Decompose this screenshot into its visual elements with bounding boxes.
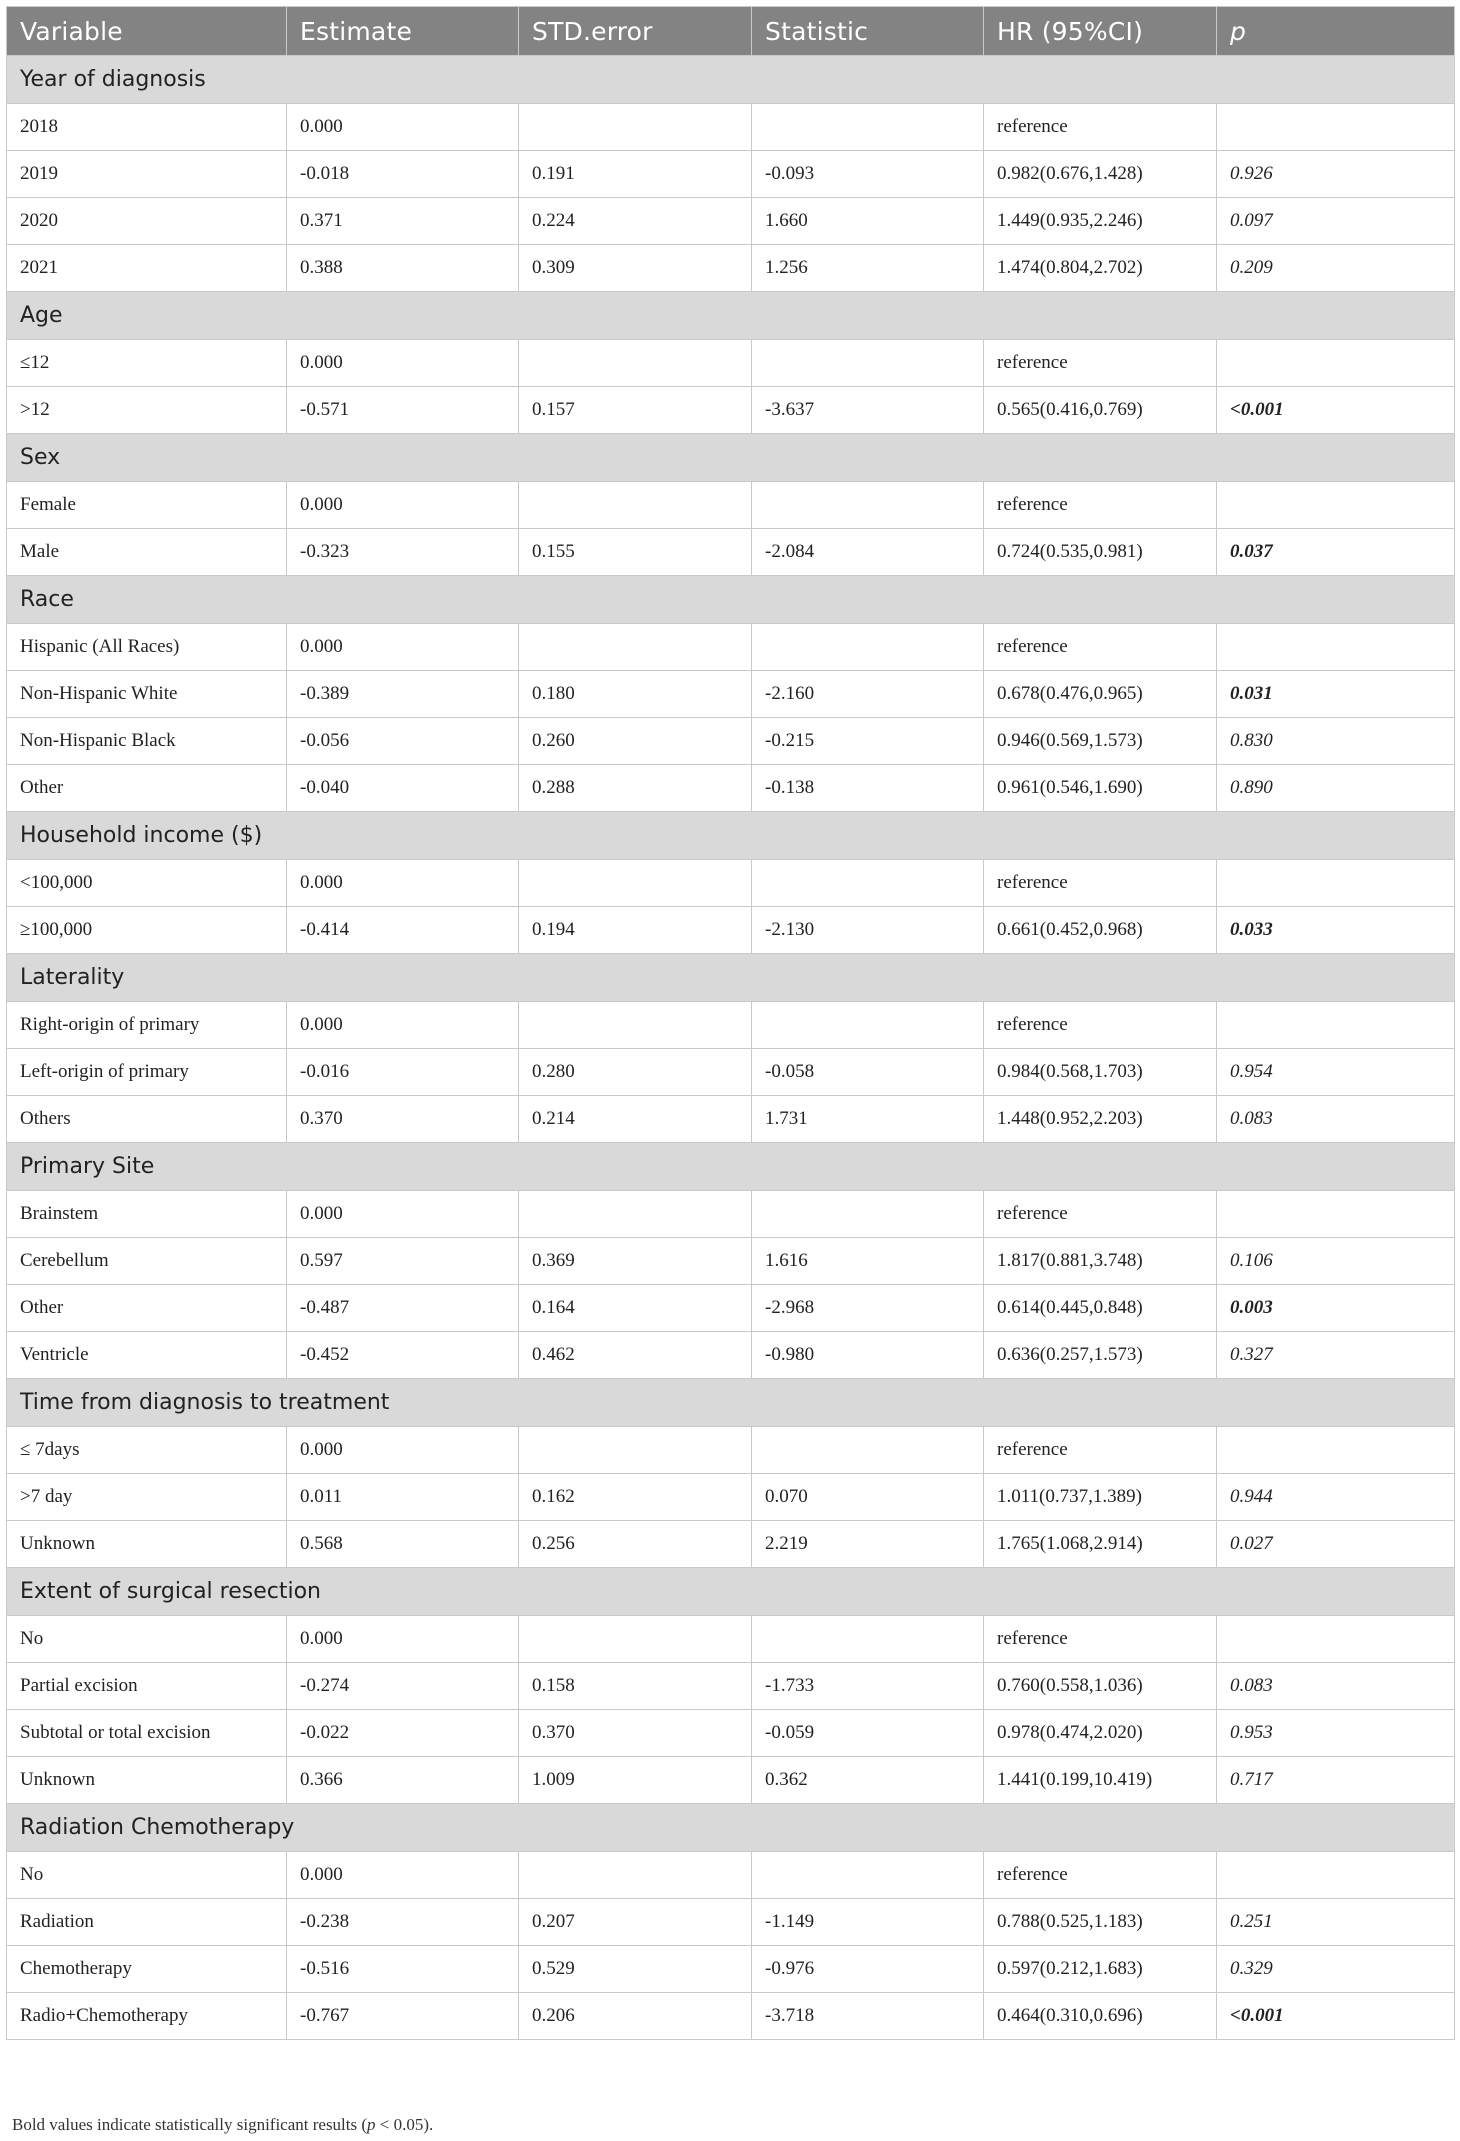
cell-statistic: -2.968: [752, 1285, 984, 1332]
cell-statistic: 0.070: [752, 1474, 984, 1521]
cell-hr-ci: 1.011(0.737,1.389): [984, 1474, 1217, 1521]
cell-hr-ci: 1.474(0.804,2.702): [984, 245, 1217, 292]
cell-hr-ci: reference: [984, 340, 1217, 387]
cell-statistic: -2.084: [752, 529, 984, 576]
group-title: Time from diagnosis to treatment: [7, 1379, 1455, 1427]
cell-hr-ci: 1.441(0.199,10.419): [984, 1757, 1217, 1804]
cell-std-error: [519, 104, 752, 151]
cell-std-error: 0.214: [519, 1096, 752, 1143]
cell-estimate: 0.568: [287, 1521, 519, 1568]
cell-hr-ci: reference: [984, 1616, 1217, 1663]
cell-estimate: -0.571: [287, 387, 519, 434]
cell-statistic: -0.059: [752, 1710, 984, 1757]
cell-hr-ci: reference: [984, 1852, 1217, 1899]
header-estimate: Estimate: [287, 7, 519, 56]
cell-estimate: -0.389: [287, 671, 519, 718]
cell-hr-ci: 0.614(0.445,0.848): [984, 1285, 1217, 1332]
group-title: Household income ($): [7, 812, 1455, 860]
group-header-row: [7, 1379, 1455, 1427]
cox-regression-table: [6, 6, 1455, 2040]
cell-variable: Non-Hispanic White: [7, 671, 287, 718]
cell-p-value: 0.953: [1217, 1710, 1455, 1757]
cell-estimate: -0.016: [287, 1049, 519, 1096]
cell-std-error: [519, 1852, 752, 1899]
cell-std-error: 0.158: [519, 1663, 752, 1710]
cell-variable: 2019: [7, 151, 287, 198]
group-header-row: [7, 812, 1455, 860]
cell-statistic: 2.219: [752, 1521, 984, 1568]
cell-hr-ci: 1.765(1.068,2.914): [984, 1521, 1217, 1568]
cell-hr-ci: 0.946(0.569,1.573): [984, 718, 1217, 765]
cell-variable: Radio+Chemotherapy: [7, 1993, 287, 2040]
cell-statistic: [752, 1002, 984, 1049]
cell-estimate: 0.597: [287, 1238, 519, 1285]
cell-hr-ci: 0.978(0.474,2.020): [984, 1710, 1217, 1757]
cell-variable: Ventricle: [7, 1332, 287, 1379]
table-row: [7, 1191, 1455, 1238]
group-title: Year of diagnosis: [7, 56, 1455, 104]
cell-statistic: -0.093: [752, 151, 984, 198]
table-row: [7, 1427, 1455, 1474]
cell-p-value: 0.027: [1217, 1521, 1455, 1568]
cell-statistic: -0.138: [752, 765, 984, 812]
cell-estimate: -0.238: [287, 1899, 519, 1946]
table-row: [7, 1710, 1455, 1757]
cell-estimate: -0.452: [287, 1332, 519, 1379]
cell-p-value: 0.031: [1217, 671, 1455, 718]
cell-std-error: 0.280: [519, 1049, 752, 1096]
cell-estimate: 0.000: [287, 340, 519, 387]
cell-std-error: [519, 1002, 752, 1049]
cell-std-error: 0.162: [519, 1474, 752, 1521]
table-row: [7, 387, 1455, 434]
cell-statistic: [752, 860, 984, 907]
cell-std-error: 0.224: [519, 198, 752, 245]
cell-statistic: 1.731: [752, 1096, 984, 1143]
group-title: Primary Site: [7, 1143, 1455, 1191]
cell-statistic: -0.215: [752, 718, 984, 765]
cell-estimate: 0.000: [287, 624, 519, 671]
cell-statistic: -3.637: [752, 387, 984, 434]
cell-statistic: -1.733: [752, 1663, 984, 1710]
cell-statistic: -3.718: [752, 1993, 984, 2040]
cell-p-value: <0.001: [1217, 387, 1455, 434]
table-row: [7, 1899, 1455, 1946]
cell-variable: No: [7, 1852, 287, 1899]
cell-hr-ci: 1.817(0.881,3.748): [984, 1238, 1217, 1285]
table-header: [7, 7, 1455, 56]
cell-estimate: 0.366: [287, 1757, 519, 1804]
cell-p-value: 0.954: [1217, 1049, 1455, 1096]
cell-p-value: 0.097: [1217, 198, 1455, 245]
table-row: [7, 1993, 1455, 2040]
cell-statistic: -0.980: [752, 1332, 984, 1379]
table-row: [7, 1332, 1455, 1379]
cell-hr-ci: reference: [984, 860, 1217, 907]
group-header-row: [7, 1143, 1455, 1191]
table-row: [7, 765, 1455, 812]
cell-statistic: [752, 624, 984, 671]
cell-hr-ci: reference: [984, 1427, 1217, 1474]
cell-statistic: [752, 482, 984, 529]
header-p-value: p: [1217, 7, 1455, 56]
table-row: [7, 1663, 1455, 1710]
cell-p-value: 0.106: [1217, 1238, 1455, 1285]
table-row: [7, 1616, 1455, 1663]
cell-estimate: 0.370: [287, 1096, 519, 1143]
cell-p-value: 0.083: [1217, 1096, 1455, 1143]
cell-std-error: 0.155: [519, 529, 752, 576]
cell-variable: Right-origin of primary: [7, 1002, 287, 1049]
cell-hr-ci: 0.464(0.310,0.696): [984, 1993, 1217, 2040]
cell-std-error: 0.370: [519, 1710, 752, 1757]
table-row: [7, 1096, 1455, 1143]
cell-p-value: [1217, 482, 1455, 529]
cell-variable: Radiation: [7, 1899, 287, 1946]
cell-hr-ci: reference: [984, 1191, 1217, 1238]
cell-std-error: 1.009: [519, 1757, 752, 1804]
cell-statistic: -1.149: [752, 1899, 984, 1946]
cell-p-value: [1217, 1191, 1455, 1238]
cell-std-error: [519, 1427, 752, 1474]
cell-estimate: -0.487: [287, 1285, 519, 1332]
cell-estimate: -0.274: [287, 1663, 519, 1710]
table-row: [7, 1757, 1455, 1804]
cell-std-error: 0.462: [519, 1332, 752, 1379]
cell-estimate: -0.767: [287, 1993, 519, 2040]
cell-variable: Unknown: [7, 1757, 287, 1804]
group-title: Laterality: [7, 954, 1455, 1002]
cell-statistic: [752, 1852, 984, 1899]
group-title: Extent of surgical resection: [7, 1568, 1455, 1616]
cell-estimate: -0.516: [287, 1946, 519, 1993]
cell-variable: ≤ 7days: [7, 1427, 287, 1474]
cell-hr-ci: 0.961(0.546,1.690): [984, 765, 1217, 812]
cell-estimate: 0.000: [287, 104, 519, 151]
cell-statistic: [752, 104, 984, 151]
group-title: Sex: [7, 434, 1455, 482]
cell-variable: 2018: [7, 104, 287, 151]
cell-p-value: 0.251: [1217, 1899, 1455, 1946]
cell-variable: Unknown: [7, 1521, 287, 1568]
cell-estimate: 0.000: [287, 1852, 519, 1899]
group-header-row: [7, 1568, 1455, 1616]
table-row: [7, 245, 1455, 292]
cell-variable: >12: [7, 387, 287, 434]
cell-estimate: 0.011: [287, 1474, 519, 1521]
cell-estimate: 0.000: [287, 482, 519, 529]
cell-variable: <100,000: [7, 860, 287, 907]
cell-estimate: 0.000: [287, 1191, 519, 1238]
cell-estimate: -0.056: [287, 718, 519, 765]
cell-std-error: 0.157: [519, 387, 752, 434]
table-row: [7, 860, 1455, 907]
cell-hr-ci: 0.984(0.568,1.703): [984, 1049, 1217, 1096]
cell-p-value: [1217, 1616, 1455, 1663]
cell-statistic: 1.660: [752, 198, 984, 245]
group-header-row: [7, 292, 1455, 340]
group-header-row: [7, 954, 1455, 1002]
header-std-error: STD.error: [519, 7, 752, 56]
cell-variable: Non-Hispanic Black: [7, 718, 287, 765]
cell-std-error: 0.164: [519, 1285, 752, 1332]
cell-variable: Other: [7, 765, 287, 812]
cell-statistic: 1.616: [752, 1238, 984, 1285]
cell-p-value: 0.327: [1217, 1332, 1455, 1379]
table-row: [7, 1521, 1455, 1568]
cell-hr-ci: 0.597(0.212,1.683): [984, 1946, 1217, 1993]
cell-p-value: [1217, 624, 1455, 671]
cell-p-value: [1217, 1002, 1455, 1049]
cell-std-error: 0.288: [519, 765, 752, 812]
group-title: Radiation Chemotherapy: [7, 1804, 1455, 1852]
cell-estimate: -0.018: [287, 151, 519, 198]
cell-p-value: 0.003: [1217, 1285, 1455, 1332]
table-row: [7, 340, 1455, 387]
cell-p-value: 0.830: [1217, 718, 1455, 765]
cell-statistic: 1.256: [752, 245, 984, 292]
cell-p-value: 0.033: [1217, 907, 1455, 954]
table-body: [7, 56, 1455, 2040]
cell-estimate: -0.323: [287, 529, 519, 576]
cell-std-error: [519, 1616, 752, 1663]
cell-p-value: 0.944: [1217, 1474, 1455, 1521]
footnote-suffix: < 0.05).: [375, 2115, 434, 2134]
cell-variable: Left-origin of primary: [7, 1049, 287, 1096]
header-row: [7, 7, 1455, 56]
cell-estimate: 0.000: [287, 1427, 519, 1474]
cell-estimate: 0.000: [287, 860, 519, 907]
table-row: [7, 1946, 1455, 1993]
cell-statistic: [752, 340, 984, 387]
cell-statistic: 0.362: [752, 1757, 984, 1804]
cell-p-value: [1217, 1427, 1455, 1474]
cell-statistic: [752, 1191, 984, 1238]
cell-hr-ci: 0.760(0.558,1.036): [984, 1663, 1217, 1710]
group-title: Age: [7, 292, 1455, 340]
cell-p-value: 0.083: [1217, 1663, 1455, 1710]
table-row: [7, 529, 1455, 576]
table-row: [7, 1002, 1455, 1049]
cell-variable: Female: [7, 482, 287, 529]
header-variable: Variable: [7, 7, 287, 56]
group-header-row: [7, 1804, 1455, 1852]
cell-estimate: -0.022: [287, 1710, 519, 1757]
cell-variable: No: [7, 1616, 287, 1663]
cell-hr-ci: 0.565(0.416,0.769): [984, 387, 1217, 434]
cell-statistic: [752, 1616, 984, 1663]
cell-hr-ci: 0.661(0.452,0.968): [984, 907, 1217, 954]
table-row: [7, 624, 1455, 671]
cell-hr-ci: 0.636(0.257,1.573): [984, 1332, 1217, 1379]
table-row: [7, 907, 1455, 954]
cell-hr-ci: 0.678(0.476,0.965): [984, 671, 1217, 718]
cell-statistic: -2.130: [752, 907, 984, 954]
cell-variable: >7 day: [7, 1474, 287, 1521]
cell-statistic: -0.976: [752, 1946, 984, 1993]
cell-hr-ci: 0.982(0.676,1.428): [984, 151, 1217, 198]
cell-p-value: 0.890: [1217, 765, 1455, 812]
cell-std-error: [519, 1191, 752, 1238]
table-row: [7, 151, 1455, 198]
table-row: [7, 104, 1455, 151]
group-header-row: [7, 576, 1455, 624]
cell-estimate: -0.040: [287, 765, 519, 812]
cell-hr-ci: 0.724(0.535,0.981): [984, 529, 1217, 576]
cell-std-error: 0.256: [519, 1521, 752, 1568]
cell-variable: ≥100,000: [7, 907, 287, 954]
header-hr-ci: HR (95%CI): [984, 7, 1217, 56]
cell-hr-ci: reference: [984, 1002, 1217, 1049]
cell-std-error: 0.309: [519, 245, 752, 292]
table-footnote: [12, 2115, 433, 2135]
cell-std-error: 0.529: [519, 1946, 752, 1993]
cell-hr-ci: reference: [984, 482, 1217, 529]
cell-variable: Brainstem: [7, 1191, 287, 1238]
cell-std-error: [519, 340, 752, 387]
table-row: [7, 1474, 1455, 1521]
cell-std-error: 0.191: [519, 151, 752, 198]
cell-std-error: 0.194: [519, 907, 752, 954]
table-row: [7, 482, 1455, 529]
cell-p-value: 0.717: [1217, 1757, 1455, 1804]
cell-variable: Hispanic (All Races): [7, 624, 287, 671]
cell-variable: Chemotherapy: [7, 1946, 287, 1993]
cell-statistic: -0.058: [752, 1049, 984, 1096]
cell-p-value: [1217, 1852, 1455, 1899]
table-row: [7, 1285, 1455, 1332]
cell-variable: Subtotal or total excision: [7, 1710, 287, 1757]
cell-std-error: 0.369: [519, 1238, 752, 1285]
cell-hr-ci: 1.449(0.935,2.246): [984, 198, 1217, 245]
footnote-p-symbol: p: [367, 2115, 376, 2134]
cell-p-value: [1217, 340, 1455, 387]
cell-std-error: 0.207: [519, 1899, 752, 1946]
cell-variable: 2020: [7, 198, 287, 245]
cell-variable: Male: [7, 529, 287, 576]
table-row: [7, 1238, 1455, 1285]
cell-estimate: 0.371: [287, 198, 519, 245]
cell-estimate: 0.000: [287, 1616, 519, 1663]
cell-statistic: [752, 1427, 984, 1474]
cell-statistic: -2.160: [752, 671, 984, 718]
cell-hr-ci: 1.448(0.952,2.203): [984, 1096, 1217, 1143]
group-title: Race: [7, 576, 1455, 624]
cell-hr-ci: reference: [984, 624, 1217, 671]
cell-hr-ci: reference: [984, 104, 1217, 151]
cell-hr-ci: 0.788(0.525,1.183): [984, 1899, 1217, 1946]
cell-variable: 2021: [7, 245, 287, 292]
cell-std-error: 0.206: [519, 1993, 752, 2040]
cell-estimate: -0.414: [287, 907, 519, 954]
footnote-prefix: Bold values indicate statistically significant results (: [12, 2115, 368, 2134]
table-row: [7, 718, 1455, 765]
cell-estimate: 0.388: [287, 245, 519, 292]
cell-std-error: [519, 482, 752, 529]
header-statistic: Statistic: [752, 7, 984, 56]
cell-p-value: 0.037: [1217, 529, 1455, 576]
cell-std-error: 0.260: [519, 718, 752, 765]
cell-p-value: 0.209: [1217, 245, 1455, 292]
cell-std-error: [519, 624, 752, 671]
cell-variable: Other: [7, 1285, 287, 1332]
group-header-row: [7, 434, 1455, 482]
table-row: [7, 1852, 1455, 1899]
table-row: [7, 198, 1455, 245]
cell-variable: ≤12: [7, 340, 287, 387]
cell-variable: Partial excision: [7, 1663, 287, 1710]
cell-p-value: [1217, 104, 1455, 151]
cell-p-value: [1217, 860, 1455, 907]
cell-p-value: 0.926: [1217, 151, 1455, 198]
cell-std-error: [519, 860, 752, 907]
table-row: [7, 671, 1455, 718]
cell-variable: Others: [7, 1096, 287, 1143]
cell-std-error: 0.180: [519, 671, 752, 718]
table-row: [7, 1049, 1455, 1096]
cell-p-value: <0.001: [1217, 1993, 1455, 2040]
results-table-container: [6, 6, 1454, 2040]
cell-variable: Cerebellum: [7, 1238, 287, 1285]
group-header-row: [7, 56, 1455, 104]
cell-estimate: 0.000: [287, 1002, 519, 1049]
cell-p-value: 0.329: [1217, 1946, 1455, 1993]
